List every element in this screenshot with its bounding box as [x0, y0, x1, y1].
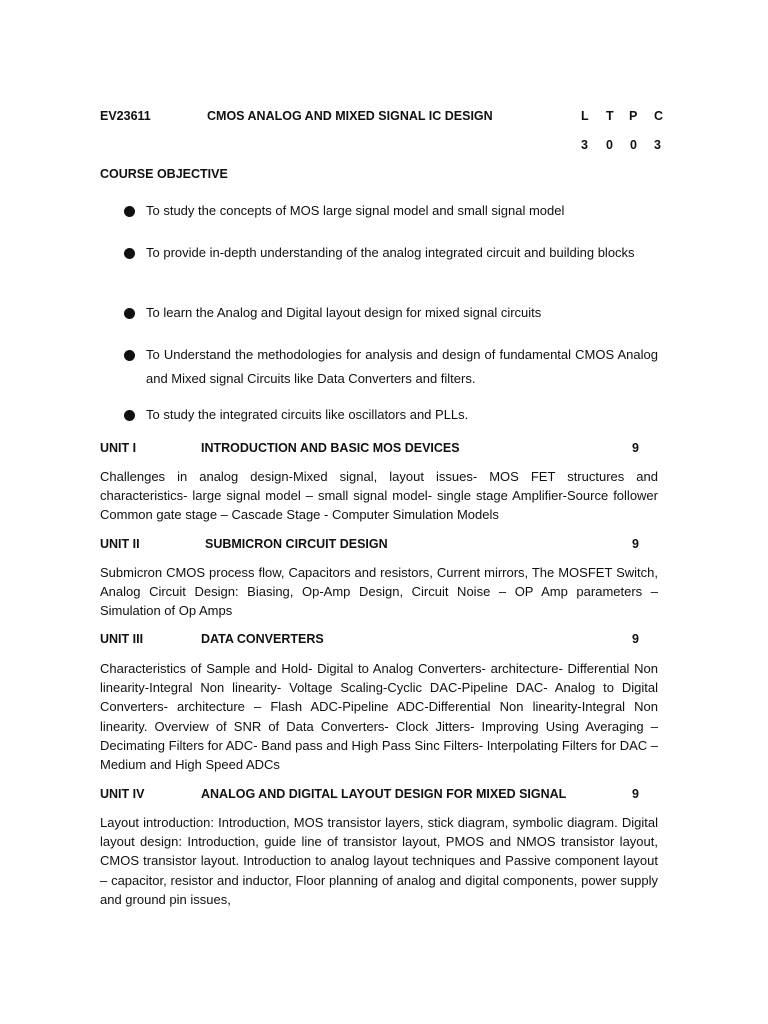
unit-hours: 9	[632, 632, 639, 646]
bullet-icon	[124, 308, 135, 319]
unit-hours: 9	[632, 787, 639, 801]
bullet-icon	[124, 350, 135, 361]
unit-label: UNIT IV	[100, 787, 145, 801]
objective-item: To study the integrated circuits like oscillators and PLLs.	[146, 407, 469, 422]
bullet-icon	[124, 248, 135, 259]
ltpc-header-c: C	[654, 109, 664, 123]
unit-label: UNIT II	[100, 537, 140, 551]
unit-content: Layout introduction: Introduction, MOS transistor layers, stick diagram, symbolic diagram. Digital layout design: Introduction, guide line of transistor layout, PMOS and NMOS transistor layout, CMOS transistor layout. Introduction to analog layout techniques and Passive component layout – capacitor, resistor and inductor, Floor planning of analog and digital components, power supply and ground pin issues,	[100, 815, 658, 907]
unit-content: Characteristics of Sample and Hold- Digital to Analog Converters- architecture- Differential Non linearity-Integral Non linearity- Voltage Scaling-Cyclic DAC-Pipeline DAC- Analog to Digital Converters- architecture – Flash ADC-Pipeline ADC-Differential Non linearity-Integral Non linearity. Overview of SNR of Data Converters- Clock Jitters- Improving Using Averaging – Decimating Filters for ADC- Band pass and High Pass Sinc Filters- Interpolating Filters for DAC – Medium and High Speed ADCs	[100, 661, 658, 773]
ltpc-value-p: 0	[630, 138, 637, 152]
ltpc-value-t: 0	[606, 138, 613, 152]
objective-item: To learn the Analog and Digital layout design for mixed signal circuits	[146, 305, 542, 320]
unit-label: UNIT III	[100, 632, 144, 646]
bullet-icon	[124, 410, 135, 421]
unit-label: UNIT I	[100, 441, 137, 455]
objective-item: To study the concepts of MOS large signal model and small signal model	[146, 203, 565, 218]
unit-title: SUBMICRON CIRCUIT DESIGN	[205, 537, 388, 551]
course-title: CMOS ANALOG AND MIXED SIGNAL IC DESIGN	[207, 109, 493, 123]
ltpc-value-c: 3	[654, 138, 661, 152]
bullet-icon	[124, 206, 135, 217]
objective-item: To Understand the methodologies for analysis and design of fundamental CMOS Analog and Mixed signal Circuits like Data Converters and filters.	[146, 347, 658, 386]
unit-title: ANALOG AND DIGITAL LAYOUT DESIGN FOR MIXED SIGNAL	[201, 787, 567, 801]
unit-title: INTRODUCTION AND BASIC MOS DEVICES	[201, 441, 460, 455]
objective-item: To provide in-depth understanding of the analog integrated circuit and building blocks	[146, 245, 635, 260]
unit-content: Challenges in analog design-Mixed signal, layout issues- MOS FET structures and characteristics- large signal model – small signal model- single stage Amplifier-Source follower Common gate stage – Cascade Stage - Computer Simulation Models	[100, 469, 658, 523]
ltpc-header-l: L	[581, 109, 589, 123]
ltpc-header-t: T	[606, 109, 614, 123]
unit-title: DATA CONVERTERS	[201, 632, 324, 646]
objective-heading: COURSE OBJECTIVE	[100, 167, 228, 181]
course-code: EV23611	[100, 109, 151, 123]
unit-hours: 9	[632, 441, 639, 455]
ltpc-value-l: 3	[581, 138, 588, 152]
unit-content: Submicron CMOS process flow, Capacitors and resistors, Current mirrors, The MOSFET Switch, Analog Circuit Design: Biasing, Op-Amp Design, Circuit Noise – OP Amp parameters – Simulation of Op Amps	[100, 565, 658, 619]
ltpc-header-p: P	[629, 109, 638, 123]
unit-hours: 9	[632, 537, 639, 551]
